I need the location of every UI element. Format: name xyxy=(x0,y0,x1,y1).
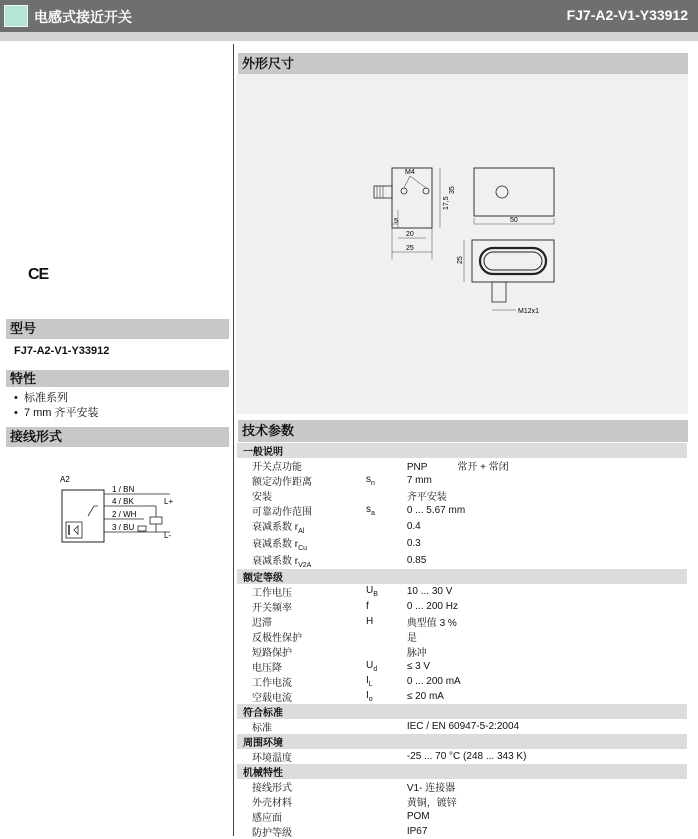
spec-category-row xyxy=(237,734,687,749)
spec-symbol: $s_n$ xyxy=(366,474,375,487)
spec-name: 迟滞 xyxy=(252,618,272,629)
dim-m12: M12x1 xyxy=(518,308,540,315)
supply-plus: L+ xyxy=(164,497,174,506)
spec-symbol: $I_L$ xyxy=(366,675,373,688)
spec-value: 7 mm xyxy=(406,475,432,486)
spec-name: 开关频率 xyxy=(252,603,292,614)
spec-category-row xyxy=(237,704,687,719)
spec-name: 工作电压 xyxy=(252,588,292,599)
spec-name: 标准 xyxy=(252,723,272,734)
spec-row xyxy=(237,503,687,518)
wiring-diagram xyxy=(58,470,188,550)
spec-value: IEC / EN 60947-5-2:2004 xyxy=(406,721,520,732)
spec-symbol xyxy=(366,552,407,569)
spec-symbol xyxy=(366,794,407,809)
model-number: FJ7-A2-V1-Y33912 xyxy=(566,7,688,23)
spec-symbol xyxy=(366,458,407,473)
spec-symbol: $I_o$ xyxy=(366,690,373,703)
spec-value: 脉冲 xyxy=(406,648,427,659)
column-divider xyxy=(233,44,234,836)
spec-row xyxy=(237,749,687,764)
spec-row xyxy=(237,779,687,794)
spec-name: 空载电流 xyxy=(252,693,292,704)
spec-symbol xyxy=(366,809,407,824)
spec-row xyxy=(237,458,687,473)
spec-symbol: H xyxy=(366,616,374,627)
spec-value: 0 ... 5.67 mm xyxy=(406,505,466,516)
spec-table xyxy=(237,443,687,839)
spec-row xyxy=(237,599,687,614)
spec-name: 接线形式 xyxy=(252,783,292,794)
spec-value: PNP 常开 + 常闭 xyxy=(406,462,509,473)
spec-row xyxy=(237,794,687,809)
spec-row xyxy=(237,809,687,824)
dimensions-heading: 外形尺寸 xyxy=(238,53,688,74)
spec-value: 0 ... 200 Hz xyxy=(406,601,458,612)
spec-symbol: $s_a$ xyxy=(366,504,375,517)
pin-2-label: 2 / WH xyxy=(112,510,137,519)
spec-category-label: 额定等级 xyxy=(237,569,687,584)
spec-value: IP67 xyxy=(406,826,428,837)
spec-name: 安装 xyxy=(252,492,272,503)
feature-item: • 标准系列 xyxy=(14,392,68,404)
spec-row xyxy=(237,552,687,569)
feature-item-label: 7 mm 齐平安装 xyxy=(23,407,99,419)
spec-symbol xyxy=(366,779,407,794)
spec-name: 工作电流 xyxy=(252,678,292,689)
spec-name: 可靠动作范围 xyxy=(252,507,312,518)
spec-symbol: $U_d$ xyxy=(366,660,378,673)
dim-m4: M4 xyxy=(405,169,415,176)
wiring-code: A2 xyxy=(60,475,70,484)
spec-value: 齐平安装 xyxy=(406,492,447,503)
spec-value: 10 ... 30 V xyxy=(406,586,453,597)
spec-row xyxy=(237,488,687,503)
spec-row xyxy=(237,535,687,552)
spec-symbol xyxy=(366,644,407,659)
wiring-heading: 接线形式 xyxy=(6,427,229,447)
spec-value: 黄铜，镀锌 xyxy=(406,798,457,809)
dimension-drawing xyxy=(360,160,570,325)
spec-symbol xyxy=(366,629,407,644)
spec-name: 开关点功能 xyxy=(252,462,302,473)
pin-4-label: 4 / BK xyxy=(112,497,134,506)
spec-name: 额定动作距离 xyxy=(252,477,312,488)
dim-5: 5 xyxy=(394,218,398,225)
spec-name: 外壳材料 xyxy=(252,798,292,809)
spec-extra: 常开 + 常闭 xyxy=(457,462,509,473)
spec-row xyxy=(237,518,687,535)
dim-50: 50 xyxy=(510,217,518,224)
features-heading: 特性 xyxy=(6,370,229,387)
spec-row xyxy=(237,689,687,704)
spec-value: 0.85 xyxy=(406,555,427,566)
spec-row xyxy=(237,473,687,488)
dim-25a: 25 xyxy=(406,245,414,252)
spec-name: 反极性保护 xyxy=(252,633,302,644)
spec-name: 环境温度 xyxy=(252,753,292,764)
spec-category-label: 符合标准 xyxy=(237,704,687,719)
spec-name: 感应面 xyxy=(252,813,282,824)
dim-20: 20 xyxy=(406,231,414,238)
spec-row xyxy=(237,719,687,734)
spec-symbol: f xyxy=(366,601,369,612)
dim-17-5: 17,5 xyxy=(443,196,450,210)
tech-specs-heading: 技术参数 xyxy=(238,420,688,442)
spec-value: ≤ 3 V xyxy=(406,661,431,672)
page-title: 电感式接近开关 xyxy=(34,9,132,25)
spec-name: 衰减系数 $r_{Cu}$ xyxy=(252,539,308,552)
type-value: FJ7-A2-V1-Y33912 xyxy=(14,345,110,357)
spec-row xyxy=(237,644,687,659)
spec-value: 0.3 xyxy=(406,538,421,549)
header-subbar xyxy=(0,32,698,41)
spec-symbol xyxy=(366,749,407,764)
spec-name: 衰减系数 $r_{Al}$ xyxy=(252,522,305,535)
spec-row xyxy=(237,824,687,839)
header-logo-square xyxy=(4,5,28,27)
spec-value: V1- 连接器 xyxy=(406,783,456,794)
spec-value: 典型值 3 % xyxy=(406,618,457,629)
spec-name: 电压降 xyxy=(252,663,282,674)
spec-category-label: 周围环境 xyxy=(237,734,687,749)
spec-symbol xyxy=(366,518,407,535)
pin-1-label: 1 / BN xyxy=(112,485,135,494)
spec-value: -25 ... 70 °C (248 ... 343 K) xyxy=(406,751,527,762)
dim-35: 35 xyxy=(449,186,456,194)
spec-symbol xyxy=(366,535,407,552)
spec-row xyxy=(237,629,687,644)
pin-3-label: 3 / BU xyxy=(112,523,135,532)
spec-value: POM xyxy=(406,811,430,822)
spec-row xyxy=(237,584,687,599)
spec-row xyxy=(237,674,687,689)
spec-category-row xyxy=(237,764,687,779)
spec-name: 衰减系数 $r_{V2A}$ xyxy=(252,556,312,569)
spec-value: 是 xyxy=(406,633,417,644)
spec-symbol xyxy=(366,488,407,503)
supply-minus: L- xyxy=(164,531,172,540)
ce-mark: CE xyxy=(28,266,49,283)
spec-row xyxy=(237,614,687,629)
spec-symbol: $U_B$ xyxy=(366,585,378,598)
spec-symbol xyxy=(366,719,407,734)
spec-row xyxy=(237,659,687,674)
spec-value: ≤ 20 mA xyxy=(406,691,444,702)
spec-category-label: 一般说明 xyxy=(237,443,687,458)
feature-item: • 7 mm 齐平安装 xyxy=(14,407,99,419)
spec-value: 0.4 xyxy=(406,521,421,532)
spec-category-row xyxy=(237,569,687,584)
spec-symbol xyxy=(366,824,407,839)
spec-name: 短路保护 xyxy=(252,648,292,659)
page-header xyxy=(0,0,698,32)
spec-value: 0 ... 200 mA xyxy=(406,676,461,687)
type-heading: 型号 xyxy=(6,319,229,339)
spec-name: 防护等级 xyxy=(252,828,292,839)
spec-category-row xyxy=(237,443,687,458)
spec-category-label: 机械特性 xyxy=(237,764,687,779)
feature-item-label: 标准系列 xyxy=(23,392,68,404)
dim-25b: 25 xyxy=(457,256,464,264)
